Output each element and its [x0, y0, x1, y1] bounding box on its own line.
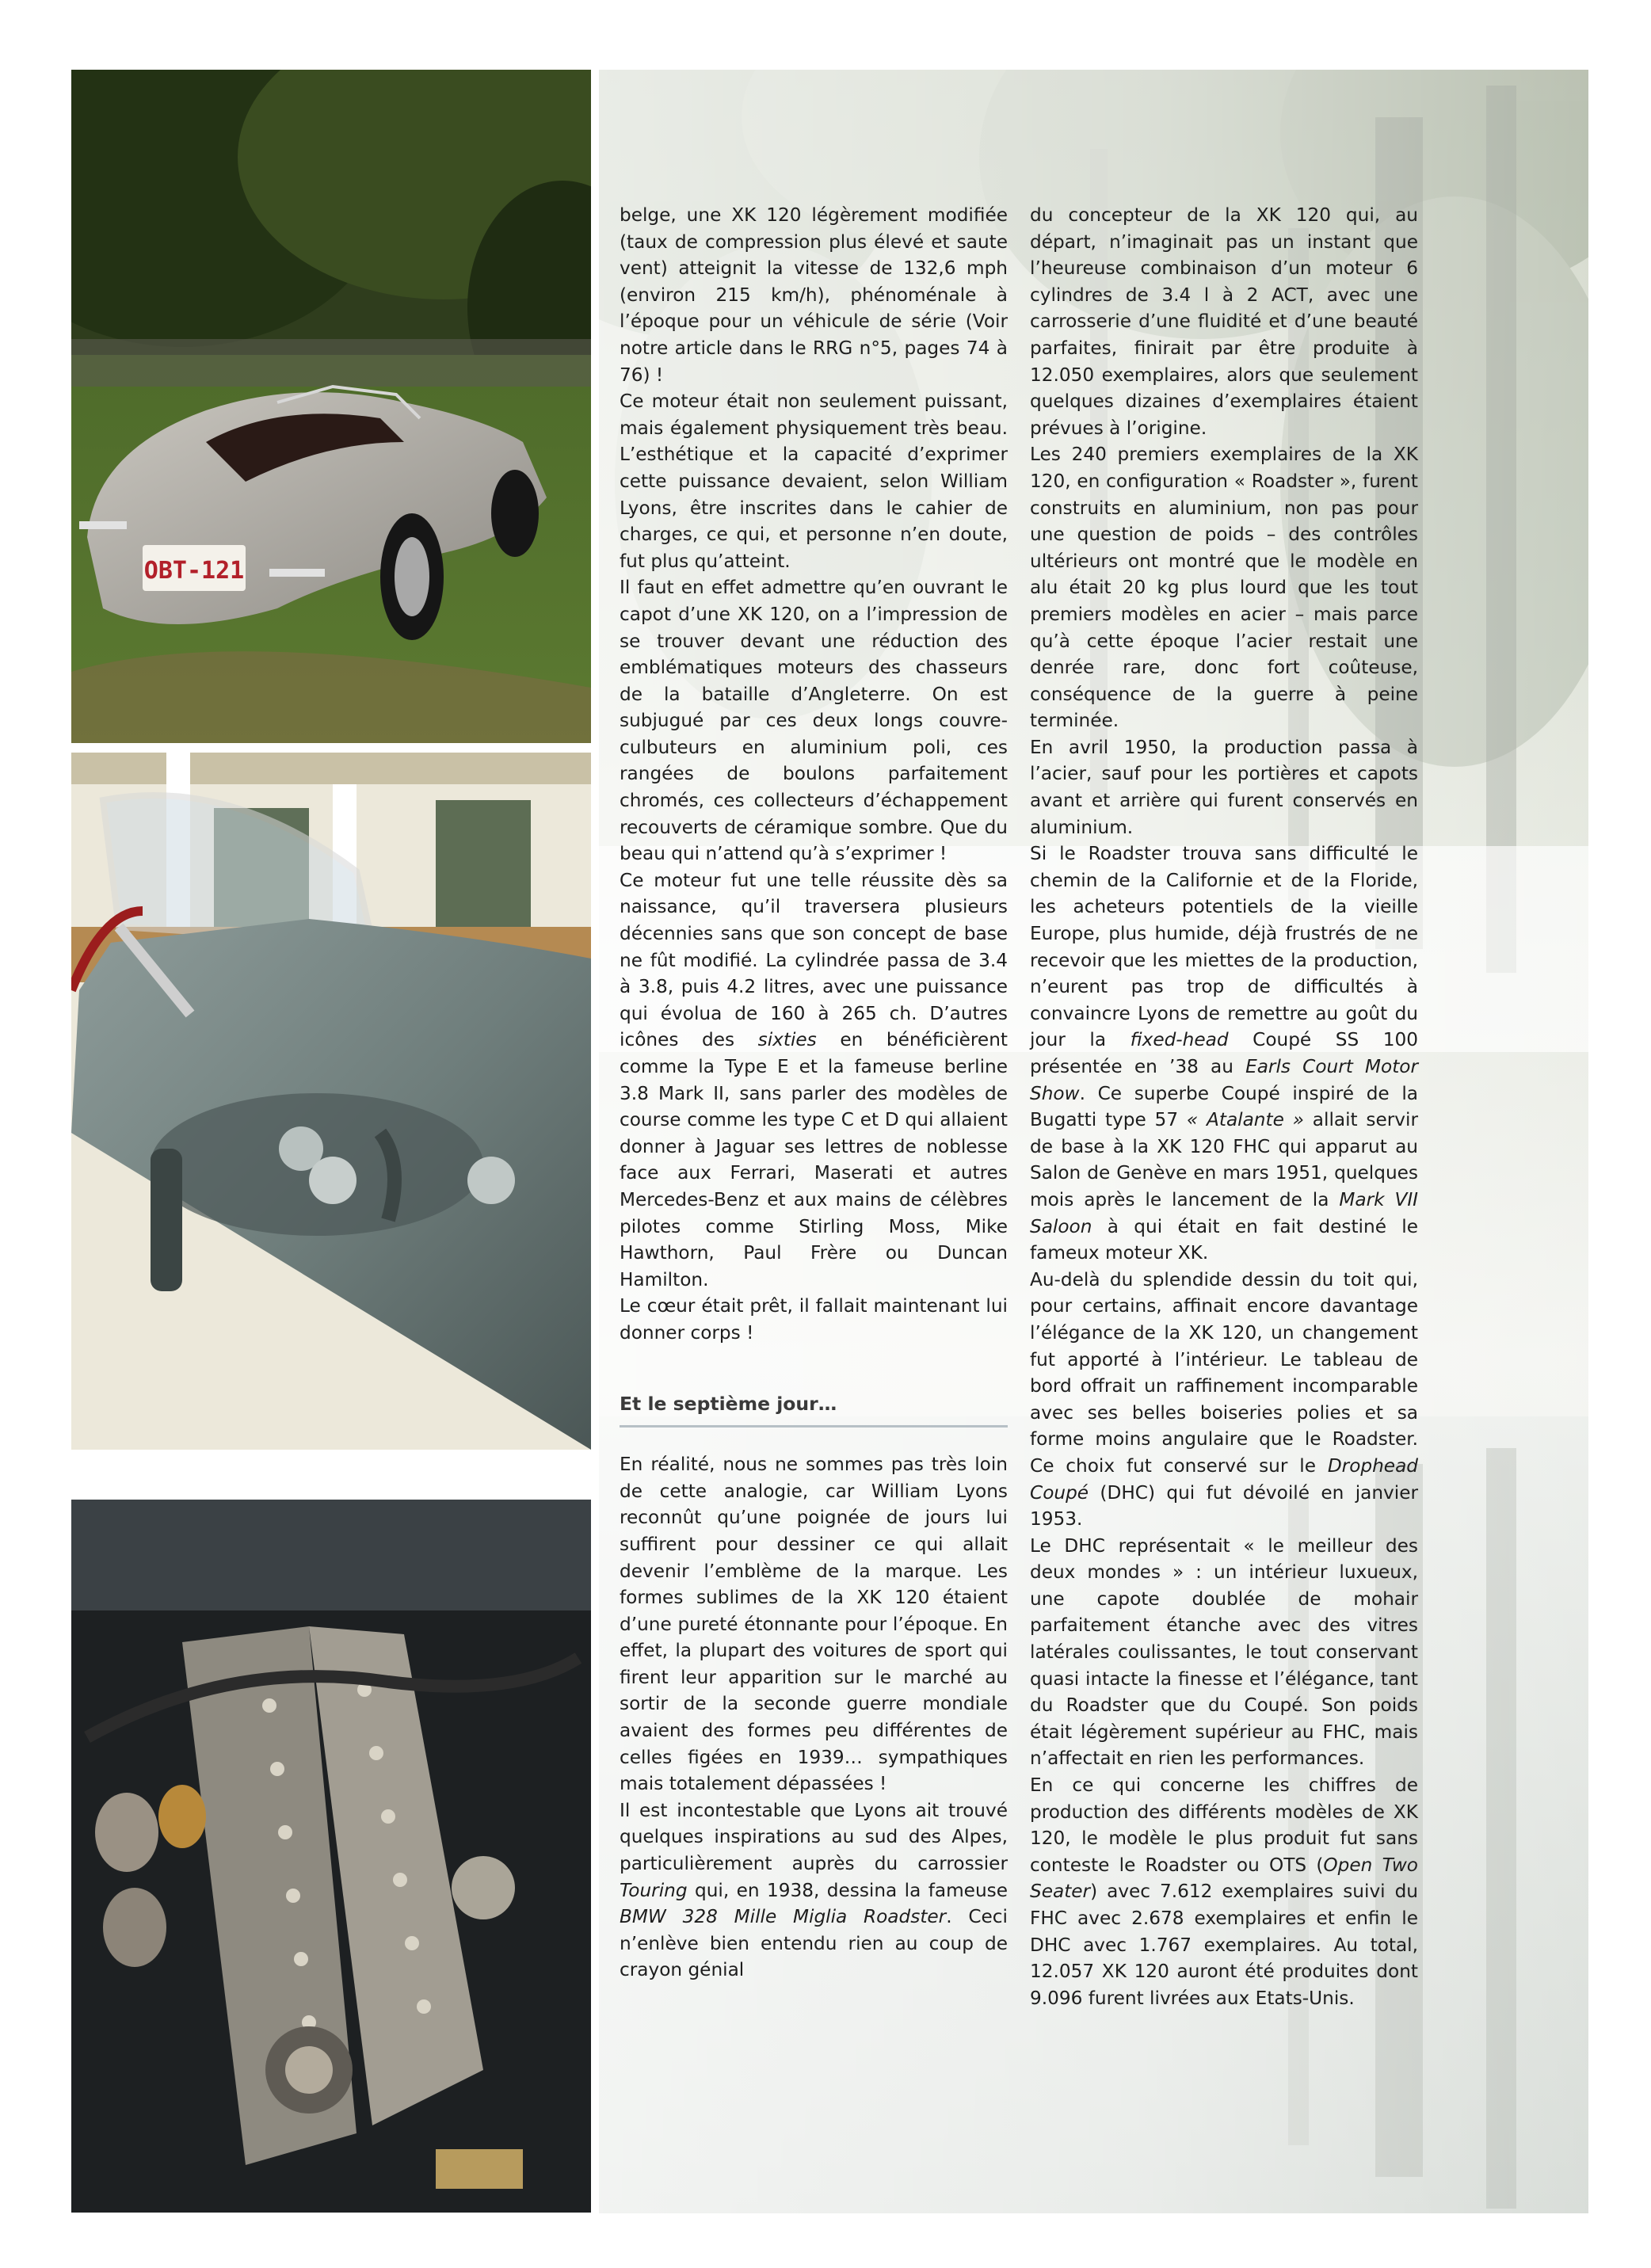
paragraph: Ce moteur était non seulement puissant, mais également physiquement très beau. L’esthétique et la capacité d’exprimer cette puissance devaient, selon William Lyons, être inscrites dans le cahier de charges, ce qui, et personne n’en doute, fut plus qu’atteint.	[620, 391, 1008, 572]
paragraph: Ce moteur fut une telle réussite dès sa naissance, qu’il traversera plusieurs décennies sans que son concept de base ne fût modifié. La cylindrée passa de 3.4 à 3.8, puis 4.2 litres, avec une puissance qui évolua de 160 à 265 ch. D’autres icônes des sixties en bénéficièrent comme la Type E et la fameuse berline 3.8 Mark II, sans parler des modèles de course comme les type C et D qui allaient donner à Jaguar ses lettres de noblesse face aux Ferrari, Maserati et autres Mercedes-Benz et aux mains de célèbres pilotes comme Stirling Moss, Mike Hawthorn, Paul Frère ou Duncan Hamilton.	[620, 869, 1008, 1290]
body-text-column-2	[1030, 202, 1418, 2011]
license-plate: OBT-121	[143, 557, 245, 585]
body-text-part-1	[620, 202, 1008, 1347]
text-column-2	[1030, 202, 1418, 2011]
italic-text: Touring	[620, 1879, 688, 1901]
italic-text: « Atalante »	[1186, 1109, 1304, 1131]
body-text-part-2	[620, 1451, 1008, 1984]
italic-text: Drophead Coupé	[1030, 1454, 1418, 1504]
italic-text: BMW 328 Mille Miglia Roadster	[620, 1906, 947, 1928]
paragraph: Le cœur était prêt, il fallait maintenant lui donner corps !	[620, 1295, 1008, 1344]
italic-text: Mark VII Saloon	[1030, 1188, 1418, 1237]
italic-text: fixed-head	[1130, 1029, 1229, 1051]
paragraph: du concepteur de la XK 120 qui, au départ, n’imaginait pas un instant que l’heureuse combinaison d’un moteur 6 cylindres de 3.4 l à 2 ACT, avec une carrosserie d’une fluidité et d’une beauté parfaites, finirait par être produite à 12.050 exemplaires, alors que seulement quelques dizaines d’exemplaires étaient prévues à l’origine.	[1030, 204, 1418, 439]
italic-text: sixties	[757, 1029, 817, 1051]
paragraph: En avril 1950, la production passa à l’acier, sauf pour les portières et capots avant et arrière qui furent conservés en aluminium.	[1030, 736, 1418, 838]
engine-bay-photo	[71, 1500, 591, 2213]
italic-text: Earls Court Motor Show	[1030, 1056, 1418, 1104]
italic-text: Open Two Seater	[1030, 1854, 1418, 1903]
paragraph: Le DHC représentait « le meilleur des deux mondes » : un intérieur luxueux, une capote doublée de mohair parfaitement étanche avec des vitres latérales coulissantes, le tout conservant quasi intacte la finesse et l’élégance, tant du Roadster que du Coupé. Son poids était légèrement supérieur au FHC, mais n’affectait en rien les performances.	[1030, 1534, 1418, 1770]
text-column-1	[620, 202, 1008, 1984]
section-heading: Et le septième jour…	[620, 1391, 1008, 1428]
paragraph: Il faut en effet admettre qu’en ouvrant le capot d’une XK 120, on a l’impression de se trouver devant une réduction des emblématiques moteurs des chasseurs de la bataille d’Angleterre. On est subjugué par ces deux longs couvre-culbuteurs en aluminium poli, ces rangées de boulons parfaitement chromés, ces collecteurs d’échappement recouverts de céramique sombre. Que du beau qui n’attend qu’à s’exprimer !	[620, 577, 1008, 865]
paragraph: Il est incontestable que Lyons ait trouvé quelques inspirations au sud des Alpes, particulièrement auprès du carrossier Touring qui, en 1938, dessina la fameuse BMW 328 Mille Miglia Roadster. Ceci n’enlève bien entendu rien au coup de crayon génial	[620, 1799, 1009, 1981]
paragraph: Si le Roadster trouva sans difficulté le chemin de la Californie et de la Floride, les acheteurs potentiels de la vieille Europe, plus humide, déjà frustrés de ne recevoir que les miettes de la production, n’eurent pas trop de difficultés à convaincre Lyons de remettre au goût du jour la fixed-head Coupé SS 100 présentée en ’38 au Earls Court Motor Show. Ce superbe Coupé inspiré de la Bugatti type 57 « Atalante » allait servir de base à la XK 120 FHC qui apparut au Salon de Genève en mars 1951, quelques mois après le lancement de la Mark VII Saloon à qui était en fait destiné le fameux moteur XK.	[1030, 843, 1419, 1264]
paragraph: Au-delà du splendide dessin du toit qui, pour certains, affinait encore davantage l’élégance de la XK 120, un changement fut apporté à l’intérieur. Le tableau de bord offrait un raffinement incomparable avec ses belles boiseries polies et sa forme moins angulaire que le Roadster. Ce choix fut conservé sur le Drophead Coupé (DHC) qui fut dévoilé en janvier 1953.	[1030, 1268, 1418, 1530]
paragraph: En réalité, nous ne sommes pas très loin de cette analogie, car William Lyons reconnût qu’une poignée de jours lui suffirent pour dessiner ce qui allait devenir l’emblème de la marque. Les formes sublimes de la XK 120 étaient d’une pureté étonnante pour l’époque. En effet, la plupart des voitures de sport qui firent leur apparition sur le marché au sortir de la seconde guerre mondiale avaient des formes peu différentes de celles figées en 1939… sympathiques mais totalement dépassées !	[620, 1454, 1008, 1795]
paragraph: En ce qui concerne les chiffres de production des différents modèles de XK 120, le modèle le plus produit fut sans conteste le Roadster ou OTS (Open Two Seater) avec 7.612 exemplaires suivi du FHC avec 2.678 exemplaires et enfin le DHC avec 1.767 exemplaires. Au total, 12.057 XK 120 auront été produites dont 9.096 furent livrées aux Etats-Unis.	[1030, 1774, 1418, 2009]
paragraph: belge, une XK 120 légèrement modifiée (taux de compression plus élevé et saute vent) atteignit la vitesse de 132,6 mph (environ 215 km/h), phénoménale à l’époque pour un véhicule de série (Voir notre article dans le RRG n°5, pages 74 à 76) !	[620, 204, 1008, 386]
roadster-photo	[71, 70, 591, 743]
paragraph: Les 240 premiers exemplaires de la XK 120, en configuration « Roadster », furent construits en aluminium, non pas pour une question de poids – des contrôles ultérieurs ont montré que le modèle en alu était 20 kg plus lourd que les tout premiers modèles en acier – mais parce qu’à cette époque l’acier restait une denrée rare, donc fort coûteuse, conséquence de la guerre à peine terminée.	[1030, 444, 1418, 732]
windscreen-photo	[71, 753, 591, 1450]
